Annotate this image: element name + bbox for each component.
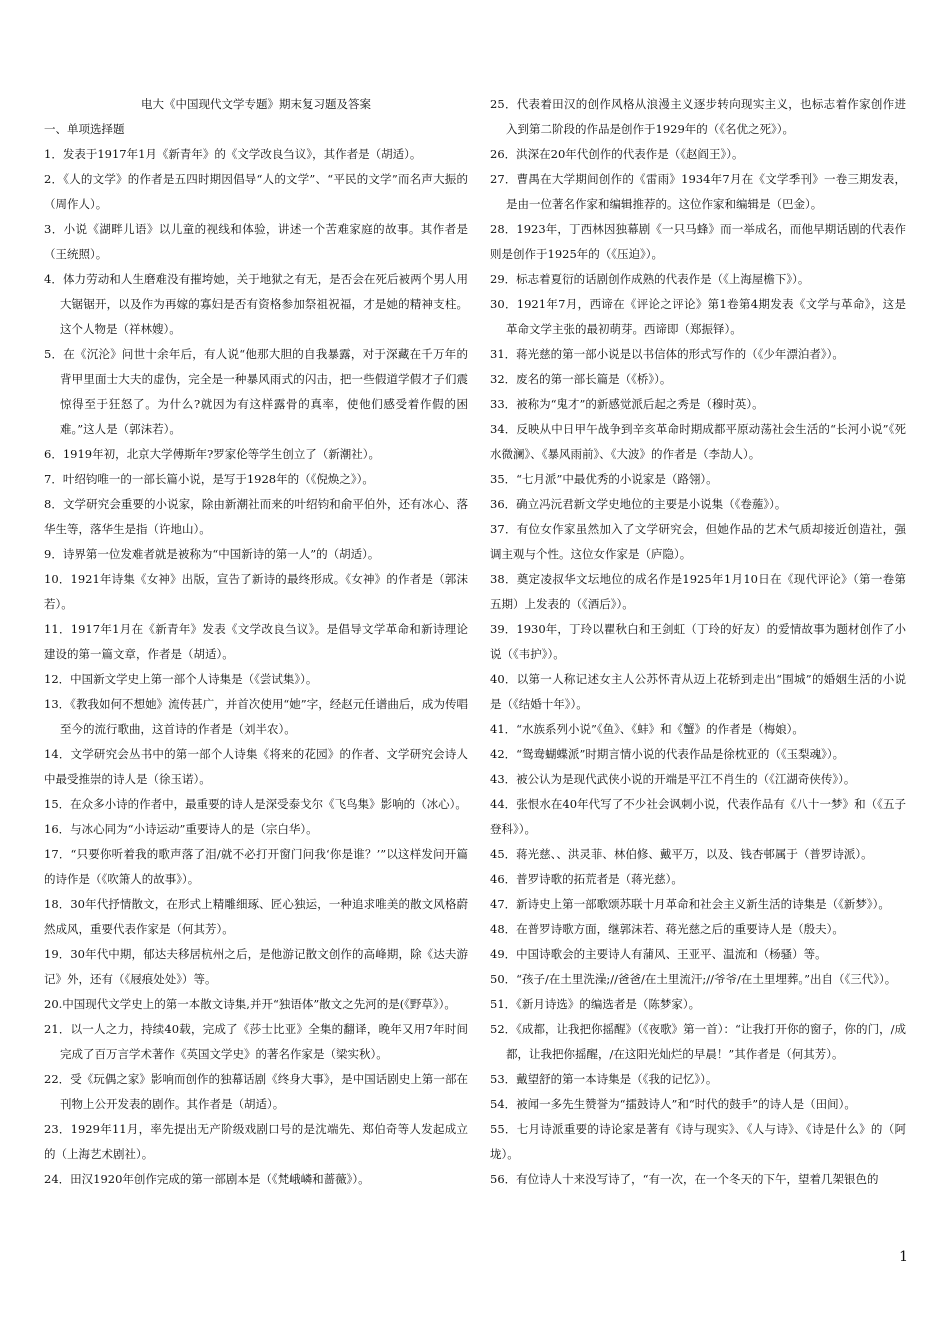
right-column [490,92,906,1192]
question-item: 21．以一人之力，持续40载，完成了《莎士比亚》全集的翻译，晚年又用7年时间完成了百万言学术著作《英国文学史》的著名作家是（梁实秋）。 [44,1022,468,1061]
question-item: 9．诗界第一位发难者就是被称为“中国新诗的第一人”的（胡适）。 [44,547,380,561]
question-item: 17．“只要你听着我的歌声落了泪/就不必打开窗门问我‘你是谁？’”以这样发问开篇的诗作是（《吹箫人的故事》）。 [44,847,468,886]
question-item: 27．曹禺在大学期间创作的《雷雨》1934年7月在《文学季刊》一卷三期发表，是由一位著名作家和编辑推荐的。这位作家和编辑是（巴金）。 [490,172,906,211]
document-title: 电大《中国现代文学专题》期末复习题及答案 [141,97,371,111]
left-question-list [44,142,468,1192]
question-item: 4．体力劳动和人生磨难没有摧垮她，关于地狱之有无，是否会在死后被两个男人用大锯锯开，以及作为再嫁的寡妇是否有资格参加祭祖祝福，才是她的精神支柱。这个人物是（祥林嫂）。 [44,272,468,336]
question-item: 56．有位诗人十来没写诗了，“有一次，在一个冬天的下午，望着几架银色的 [490,1172,879,1186]
question-item: 35．“七月派”中最优秀的小说家是（路翎）。 [490,472,718,486]
question-item: 24．田汉1920年创作完成的第一部剧本是（《梵峨嶙和蔷薇》）。 [44,1172,370,1186]
question-item: 54．被闻一多先生赞誉为“擂鼓诗人”和“时代的鼓手”的诗人是（田间）。 [490,1097,856,1111]
question-item: 13．《教我如何不想她》流传甚广，并首次使用“她”字，经赵元任谱曲后，成为传唱至今的流行歌曲，这首诗的作者是（刘半农）。 [44,697,468,736]
question-item: 19．30年代中期，郁达夫移居杭州之后，是他游记散文创作的高峰期，除《达夫游记》外，还有（《屐痕处处》）等。 [44,947,468,986]
question-item: 2．《人的文学》的作者是五四时期因倡导“人的文学”、“平民的文学”而名声大振的（周作人）。 [44,172,468,211]
question-item: 49．中国诗歌会的主要诗人有蒲风、王亚平、温流和（杨骚）等。 [490,947,827,961]
page-number: 1 [899,1249,908,1265]
question-item: 5．在《沉沦》问世十余年后，有人说“他那大胆的自我暴露，对于深藏在千万年的背甲里面士大夫的虚伪，完全是一种暴风雨式的闪击，把一些假道学假才子们震惊得至于狂怒了。为什么?就因为有这样露骨的真率，使他们感受着作假的困难。”这人是（郭沫若）。 [44,347,468,436]
question-item: 47．新诗史上第一部歌颂苏联十月革命和社会主义新生活的诗集是（《新梦》）。 [490,897,890,911]
question-item: 33．被称为“鬼才”的新感觉派后起之秀是（穆时英）。 [490,397,764,411]
question-item: 22．受《玩偶之家》影响而创作的独幕话剧《终身大事》，是中国话剧史上第一部在刊物上公开发表的剧作。其作者是（胡适）。 [44,1072,468,1111]
question-item: 45．蒋光慈、、洪灵菲、林伯修、戴平万，以及、钱杏邨属于（普罗诗派）。 [490,847,873,861]
question-item: 48．在普罗诗歌方面，继郭沫若、蒋光慈之后的重要诗人是（殷夫）。 [490,922,844,936]
question-item: 55．七月诗派重要的诗论家是著有《诗与现实》、《人与诗》、《诗是什么》的（阿垅）。 [490,1122,906,1161]
question-item: 32．废名的第一部长篇是（《桥》）。 [490,372,672,386]
question-item: 39．1930年，丁玲以瞿秋白和王剑虹（丁玲的好友）的爱情故事为题材创作了小说（《韦护》）。 [490,622,906,661]
question-item: 25．代表着田汉的创作风格从浪漫主义逐步转向现实主义，也标志着作家创作进入到第二阶段的作品是创作于1929年的（《名优之死》）。 [490,97,906,136]
question-item: 52．《成都，让我把你摇醒》（《夜歌》第一首）：“让我打开你的窗子，你的门，/成都，让我把你摇醒，/在这阳光灿烂的早晨！”其作者是（何其芳）。 [490,1022,906,1061]
question-item: 43．被公认为是现代武侠小说的开端是平江不肖生的（《江湖奇侠传》）。 [490,772,856,786]
question-item: 8．文学研究会重要的小说家，除由新潮社而来的叶绍钧和俞平伯外，还有冰心、落华生等，落华生是指（许地山）。 [44,497,468,536]
question-item: 29．标志着夏衍的话剧创作成熟的代表作是（《上海屋檐下》）。 [490,272,810,286]
section-heading: 一、单项选择题 [44,122,125,136]
question-item: 14．文学研究会丛书中的第一部个人诗集《将来的花园》的作者、文学研究会诗人中最受推崇的诗人是（徐玉诺）。 [44,747,468,786]
question-item: 41．“水族系列小说”《鱼》、《蚌》和《蟹》的作者是（梅娘）。 [490,722,804,736]
question-item: 26．洪深在20年代创作的代表作是（《赵阎王》）。 [490,147,744,161]
question-item: 18．30年代抒情散文，在形式上精雕细琢、匠心独运，一种追求唯美的散文风格蔚然成风，重要代表作家是（何其芳）。 [44,897,468,936]
left-column [44,92,468,1192]
question-item: 28．1923年，丁西林因独幕剧《一只马蜂》而一举成名，而他早期话剧的代表作则是创作于1925年的（《压迫》）。 [490,222,906,261]
question-item: 7．叶绍钧唯一的一部长篇小说，是写于1928年的（《倪焕之》）。 [44,472,374,486]
question-item: 36．确立冯沅君新文学史地位的主要是小说集（《卷葹》）。 [490,497,787,511]
question-item: 30．1921年7月，西谛在《评论之评论》第1卷第4期发表《文学与革命》，这是革命文学主张的最初萌芽。西谛即（郑振铎）。 [490,297,906,336]
question-item: 10．1921年诗集《女神》出版，宣告了新诗的最终形成。《女神》的作者是（郭沫若）。 [44,572,468,611]
question-item: 44．张恨水在40年代写了不少社会讽刺小说，代表作品有《八十一梦》和（《五子登科》）。 [490,797,906,836]
question-item: 42．“鸳鸯蝴蝶派”时期言情小说的代表作品是徐枕亚的（《玉梨魂》）。 [490,747,845,761]
question-item: 51．《新月诗选》的编选者是（陈梦家）。 [490,997,701,1011]
question-item: 3．小说《湖畔儿语》以儿童的视线和体验，讲述一个苦难家庭的故事。其作者是（王统照）。 [44,222,468,261]
question-item: 15．在众多小诗的作者中，最重要的诗人是深受泰戈尔《飞鸟集》影响的（冰心）。 [44,797,467,811]
question-item: 6．1919年初，北京大学傅斯年?罗家伦等学生创立了（新潮社）。 [44,447,380,461]
question-item: 34．反映从中日甲午战争到辛亥革命时期成都平原动荡社会生活的“长河小说”《死水微澜》、《暴风雨前》、《大波》的作者是（李劼人）。 [490,422,906,461]
question-item: 40．以第一人称记述女主人公苏怀青从迈上花轿到走出“围城”的婚姻生活的小说是（《结婚十年》）。 [490,672,906,711]
question-item: 31．蒋光慈的第一部小说是以书信体的形式写作的（《少年漂泊者》）。 [490,347,844,361]
question-item: 1．发表于1917年1月《新青年》的《文学改良刍议》，其作者是（胡适）。 [44,147,422,161]
question-item: 11．1917年1月在《新青年》发表《文学改良刍议》。是倡导文学革命和新诗理论建设的第一篇文章，作者是（胡适）。 [44,622,468,661]
question-item: 50．“孩子/在土里洗澡;//爸爸/在土里流汗;//爷爷/在土里埋葬。”出自（《三代》）。 [490,972,897,986]
question-item: 38．奠定凌叔华文坛地位的成名作是1925年1月10日在《现代评论》（第一卷第五期）上发表的（《酒后》）。 [490,572,906,611]
question-item: 16．与冰心同为“小诗运动”重要诗人的是（宗白华）。 [44,822,318,836]
question-item: 20.中国现代文学史上的第一本散文诗集,并开“独语体”散文之先河的是(《野草》）。 [44,997,456,1011]
question-item: 53．戴望舒的第一本诗集是（《我的记忆》）。 [490,1072,718,1086]
question-item: 46．普罗诗歌的拓荒者是（蒋光慈）。 [490,872,683,886]
right-question-list [490,92,906,1192]
question-item: 37．有位女作家虽然加入了文学研究会，但她作品的艺术气质却接近创造社，强调主观与个性。这位女作家是（庐隐）。 [490,522,906,561]
question-item: 23．1929年11月，率先提出无产阶级戏剧口号的是沈端先、郑伯奇等人发起成立的（上海艺术剧社）。 [44,1122,468,1161]
question-item: 12．中国新文学史上第一部个人诗集是（《尝试集》）。 [44,672,318,686]
